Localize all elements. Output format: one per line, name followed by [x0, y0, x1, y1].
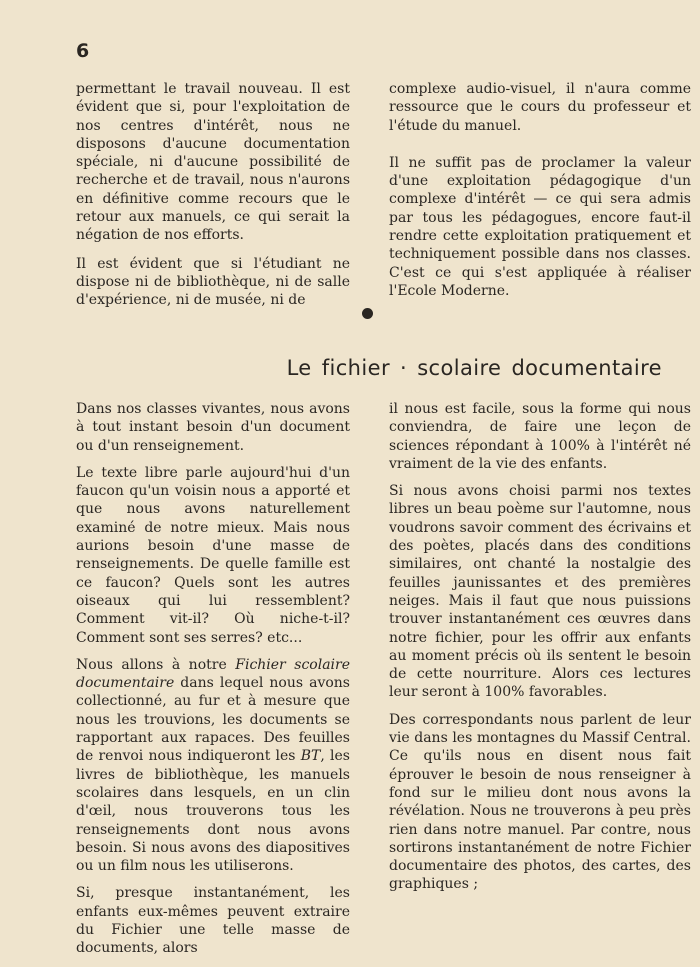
- paragraph: [76, 656, 350, 876]
- text-run: Nous allons à notre: [76, 656, 236, 673]
- text-run: dans lequel nous avons collectionné, au fur et à mesure que nous les trouvions, les documents se rapportant aux rapaces. Des feuilles de renvoi nous indiqueront les: [76, 675, 350, 765]
- paragraph: Il ne suffit pas de proclamer la valeur d'une exploitation pédagogique d'un complexe d'intérêt — ce qui sera admis par tous les pédagogues, encore faut-il rendre cette exploitation pratiquement et techniquement possible dans nos classes. C'est ce qui s'est appliquée à réaliser l'Ecole Moderne.: [389, 154, 691, 299]
- paragraph: permettant le travail nouveau. Il est évident que si, pour l'exploitation de nos centres d'intérêt, nous ne disposons d'aucune documentation spéciale, ni d'aucune possibilité de recherche et de travail, nous n'aurons en définitive comme recours que le retour aux manuels, ce qui serait la négation de nos efforts.: [76, 81, 350, 244]
- bottom-left-column: [76, 400, 350, 967]
- paragraph: Des correspondants nous parlent de leur vie dans les montagnes du Massif Central. Ce qu'ils nous en disent nous fait éprouver le besoin de nous renseigner à fond sur le milieu dont nous avons la révélation. Nous ne trouverons à peu près rien dans notre manuel. Par contre, nous sortirons instantanément de notre Fichier documentaire des photos, des cartes, des graphiques ;: [389, 711, 691, 893]
- emphasis-fichier: Fichier scolaire documentaire: [76, 656, 350, 692]
- paragraph: il nous est facile, sous la forme qui nous conviendra, de faire une leçon de sciences répondant à 100% à l'intérêt né vraiment de la vie des enfants.: [389, 401, 691, 472]
- top-left-column: [76, 80, 350, 320]
- page-number: 6: [76, 40, 90, 62]
- paragraph: Si nous avons choisi parmi nos textes libres un beau poème sur l'automne, nous voudrons savoir comment des écrivains et des poètes, placés dans des conditions similaires, ont chanté la nostalgie des feuilles jaunissantes et des premières neiges. Mais il faut que nous puissions trouver instantanément ces œuvres dans notre fichier, pour les offrir aux enfants au moment précis où ils sentent le besoin de cette nourriture. Alors ces lectures leur seront à 100% favorables.: [389, 483, 691, 701]
- paragraph: Il est évident que si l'étudiant ne dispose ni de bibliothèque, ni de salle d'expérience, ni de musée, ni de: [76, 255, 350, 309]
- section-divider-bullet: [362, 308, 373, 319]
- paragraph: Si, presque instantanément, les enfants eux-mêmes peuvent extraire du Fichier une telle masse de documents, alors: [76, 885, 350, 957]
- paragraph: Dans nos classes vivantes, nous avons à tout instant besoin d'un document ou d'un renseignement.: [76, 401, 350, 454]
- top-right-column: [389, 80, 691, 310]
- paragraph: Le texte libre parle aujourd'hui d'un faucon qu'un voisin nous a apporté et que nous avons naturellement examiné de notre mieux. Mais nous aurions besoin d'une masse de renseignements. De quelle famille est ce faucon? Quels sont les autres oiseaux qui lui ressemblent? Comment vit-il? Où niche-t-il? Comment sont ses serres? etc...: [76, 464, 350, 646]
- emphasis-bt: BT: [300, 748, 321, 765]
- bottom-right-column: [389, 400, 691, 903]
- text-run: , les livres de bibliothèque, les manuels scolaires dans lesquels, en un clin d'œil, nous trouverons tous les renseignements dont nous avons besoin. Si nous avons des diapositives ou un film nous les utiliserons.: [76, 748, 350, 875]
- section-title: Le fichier · scolaire documentaire: [286, 356, 662, 380]
- paragraph: complexe audio-visuel, il n'aura comme ressource que le cours du professeur et l'étude du manuel.: [389, 81, 691, 134]
